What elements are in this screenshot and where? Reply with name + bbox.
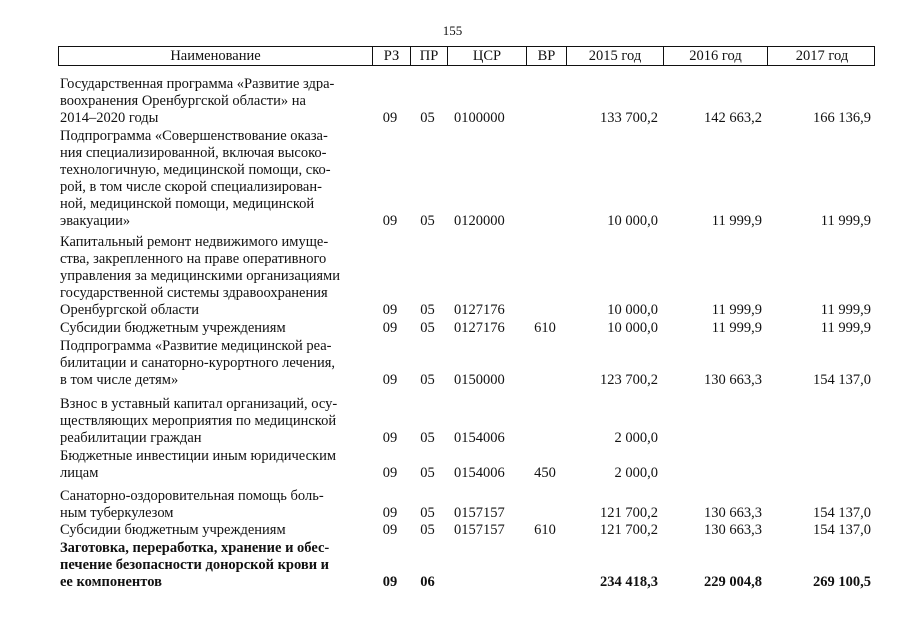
header-2016: 2016 год — [663, 47, 767, 65]
row-2015: 2 000,0 — [614, 465, 658, 481]
row-pr: 05 — [420, 522, 435, 538]
row-vr: 610 — [534, 320, 556, 336]
row-csr: 0100000 — [454, 110, 505, 126]
row-2016: 130 663,3 — [704, 522, 762, 538]
table-row — [58, 540, 875, 591]
row-2017: 154 137,0 — [813, 505, 871, 521]
row-rz: 09 — [382, 302, 398, 318]
row-rz: 09 — [382, 213, 398, 229]
row-pr: 05 — [420, 110, 435, 126]
header-vr: ВР — [526, 47, 566, 65]
row-csr: 0120000 — [454, 213, 505, 229]
row-name: Субсидии бюджетным учреждениям — [60, 522, 286, 538]
row-csr: 0157157 — [454, 522, 505, 538]
row-2016: 11 999,9 — [711, 302, 762, 318]
row-rz: 09 — [382, 522, 398, 538]
header-name: Наименование — [170, 48, 261, 64]
table-row — [58, 234, 875, 319]
row-name: Субсидии бюджетным учреждениям — [60, 320, 286, 336]
row-csr: 0150000 — [454, 372, 505, 388]
row-name: Подпрограмма «Совершенствование оказа- ния специализированной, включая высоко- технологичную, медицинской помощи, ско- рой, в том числе скорой специализирован- ной, медицинской помощи, медицинской эвакуации» — [60, 128, 331, 229]
row-name: Санаторно-оздоровительная помощь боль- ным туберкулезом — [60, 488, 324, 521]
row-rz: 09 — [382, 372, 398, 388]
row-rz: 09 — [382, 465, 398, 481]
table-row — [58, 320, 875, 337]
row-rz: 09 — [382, 320, 398, 336]
table-row — [58, 488, 875, 522]
table-row — [58, 522, 875, 539]
row-2017: 269 100,5 — [813, 574, 871, 590]
row-pr: 05 — [420, 430, 435, 446]
row-2015: 121 700,2 — [600, 522, 658, 538]
row-2017: 11 999,9 — [820, 302, 871, 318]
table-row — [58, 338, 875, 389]
row-csr: 0127176 — [454, 320, 505, 336]
row-2017: 11 999,9 — [820, 320, 871, 336]
table-header — [58, 46, 875, 66]
row-2017: 154 137,0 — [813, 372, 871, 388]
row-2015: 123 700,2 — [600, 372, 658, 388]
row-2015: 10 000,0 — [607, 302, 658, 318]
row-name: Подпрограмма «Развитие медицинской реа- билитации и санаторно-курортного лечения, в том числе детям» — [60, 338, 336, 388]
row-2015: 121 700,2 — [600, 505, 658, 521]
row-2016: 11 999,9 — [711, 213, 762, 229]
row-csr: 0154006 — [454, 465, 505, 481]
row-2017: 11 999,9 — [820, 213, 871, 229]
header-rz: РЗ — [372, 47, 410, 65]
row-2015: 10 000,0 — [607, 213, 658, 229]
row-vr: 610 — [534, 522, 556, 538]
row-2015: 2 000,0 — [614, 430, 658, 446]
row-2015: 133 700,2 — [600, 110, 658, 126]
row-2015: 10 000,0 — [607, 320, 658, 336]
row-2017: 166 136,9 — [813, 110, 871, 126]
header-pr: ПР — [410, 47, 447, 65]
header-csr: ЦСР — [447, 47, 526, 65]
row-name: Бюджетные инвестиции иным юридическим лицам — [60, 448, 337, 481]
row-2016: 130 663,3 — [704, 505, 762, 521]
table-row — [58, 396, 875, 447]
row-pr: 05 — [420, 320, 435, 336]
row-2016: 130 663,3 — [704, 372, 762, 388]
table-row — [58, 76, 875, 127]
row-pr: 06 — [420, 574, 435, 590]
row-rz: 09 — [382, 574, 398, 590]
row-name: Взнос в уставный капитал организаций, осу- ществляющих мероприятия по медицинской реабилитации граждан — [60, 396, 338, 446]
row-vr: 450 — [534, 465, 556, 481]
row-csr: 0127176 — [454, 302, 505, 318]
table-row — [58, 448, 875, 482]
header-2017: 2017 год — [767, 47, 876, 65]
row-csr: 0157157 — [454, 505, 505, 521]
row-name: Государственная программа «Развитие здра- воохранения Оренбургской области» на 2014–2020 годы — [60, 76, 335, 126]
row-pr: 05 — [420, 465, 435, 481]
row-pr: 05 — [420, 213, 435, 229]
row-2015: 234 418,3 — [600, 574, 658, 590]
row-2016: 229 004,8 — [704, 574, 762, 590]
row-2016: 11 999,9 — [711, 320, 762, 336]
row-csr: 0154006 — [454, 430, 505, 446]
page-number: 155 — [442, 23, 463, 38]
row-pr: 05 — [420, 372, 435, 388]
row-rz: 09 — [382, 505, 398, 521]
row-name: Заготовка, переработка, хранение и обес- печение безопасности донорской крови и ее компонентов — [60, 540, 330, 590]
budget-table — [58, 46, 875, 590]
table-row — [58, 128, 875, 230]
row-2017: 154 137,0 — [813, 522, 871, 538]
row-pr: 05 — [420, 505, 435, 521]
row-name: Капитальный ремонт недвижимого имуще- ства, закрепленного на праве оперативного управления за медицинскими организациями государственной системы здравоохранения Оренбургской области — [60, 234, 340, 318]
row-pr: 05 — [420, 302, 435, 318]
header-2015: 2015 год — [566, 47, 663, 65]
row-rz: 09 — [382, 430, 398, 446]
row-rz: 09 — [382, 110, 398, 126]
row-2016: 142 663,2 — [704, 110, 762, 126]
